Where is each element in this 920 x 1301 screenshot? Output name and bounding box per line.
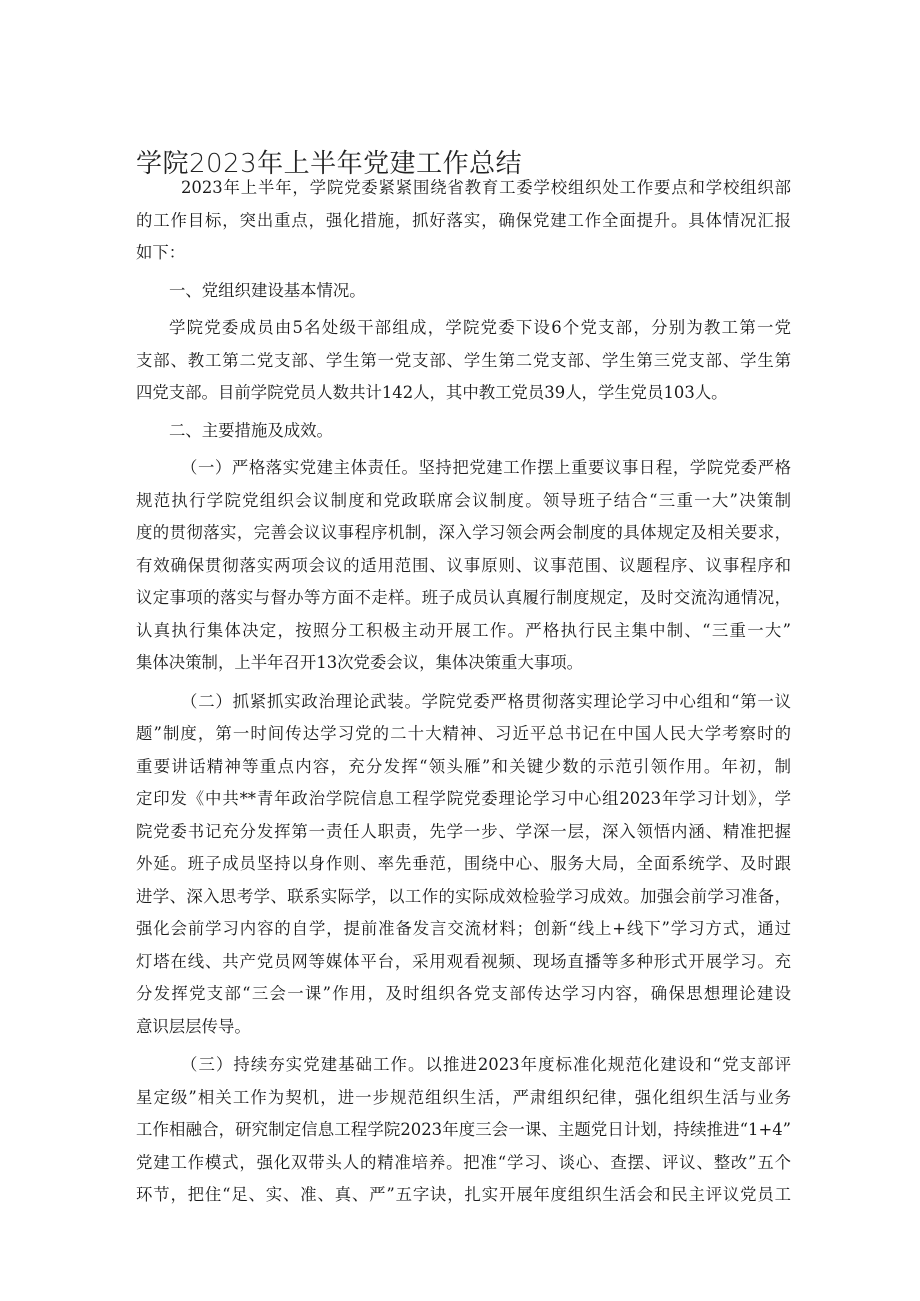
paragraph-line: 灯塔在线、共产党员网等媒体平台，采用观看视频、现场直播等多种形式开展学习。充 bbox=[136, 951, 791, 971]
paragraph-line: 认真执行集体决定，按照分工积极主动开展工作。严格执行民主集中制、“三重一大” bbox=[136, 620, 791, 640]
paragraph-line: 定印发《中共**青年政治学院信息工程学院党委理论学习中心组2023年学习计划》，学 bbox=[136, 789, 791, 808]
paragraph-line: 的工作目标，突出重点，强化措施，抓好落实，确保党建工作全面提升。具体情况汇报 bbox=[136, 210, 791, 230]
paragraph-line: 度的贯彻落实，完善会议议事程序机制，深入学习领会两会制度的具体规定及相关要求， bbox=[136, 523, 791, 542]
paragraph-line: 2023年上半年，学院党委紧紧围绕省教育工委学校组织处工作要点和学校组织部 bbox=[181, 178, 791, 197]
paragraph-line: 四党支部。目前学院党员人数共计142人，其中教工党员39人，学生党员103人。 bbox=[136, 383, 728, 402]
document-body bbox=[136, 172, 791, 1212]
paragraph-line: 集体决策制，上半年召开13次党委会议，集体决策重大事项。 bbox=[136, 653, 584, 672]
paragraph-line: 工作相融合，研究制定信息工程学院2023年度三会一课、主题党日计划，持续推进“1+4” bbox=[136, 1120, 791, 1139]
paragraph-line: 议定事项的落实与督办等方面不走样。班子成员认真履行制度规定，及时交流沟通情况， bbox=[136, 588, 791, 607]
section-heading-1 bbox=[136, 275, 791, 308]
paragraph-line: 意识层层传导。 bbox=[136, 1016, 251, 1036]
paragraph-line: 如下： bbox=[136, 243, 186, 262]
section-heading-text: 二、主要措施及成效。 bbox=[169, 420, 333, 440]
section-heading-text: 一、党组织建设基本情况。 bbox=[169, 280, 366, 300]
section-heading-2 bbox=[136, 415, 791, 448]
paragraph-org-info bbox=[136, 312, 791, 410]
paragraph-line: 分发挥党支部“三会一课”作用，及时组织各党支部传达学习内容，确保思想理论建设 bbox=[136, 984, 791, 1003]
paragraph-measure-3 bbox=[136, 1049, 791, 1212]
paragraph-line: 强化会前学习内容的自学，提前准备发言交流材料；创新“线上+线下”学习方式，通过 bbox=[136, 919, 791, 938]
paragraph-line: 支部、教工第二党支部、学生第一党支部、学生第二党支部、学生第三党支部、学生第 bbox=[136, 350, 791, 370]
document-title: 学院2023年上半年党建工作总结 bbox=[136, 149, 523, 179]
paragraph-line: （二）抓紧抓实政治理论武装。学院党委严格贯彻落实理论学习中心组和“第一议 bbox=[181, 691, 791, 711]
paragraph-line: 题”制度，第一时间传达学习党的二十大精神、习近平总书记在中国人民大学考察时的 bbox=[136, 724, 791, 743]
paragraph-line: 学院党委成员由5名处级干部组成，学院党委下设6个党支部，分别为教工第一党 bbox=[169, 318, 791, 337]
paragraph-line: 重要讲话精神等重点内容，充分发挥“领头雁”和关键少数的示范引领作用。年初，制 bbox=[136, 756, 791, 776]
paragraph-line: 党建工作模式，强化双带头人的精准培养。把准“学习、谈心、查摆、评议、整改”五个 bbox=[136, 1152, 791, 1172]
paragraph-line: （三）持续夯实党建基础工作。以推进2023年度标准化规范化建设和“党支部评 bbox=[181, 1055, 791, 1074]
paragraph-line: 有效确保贯彻落实两项会议的适用范围、议事原则、议事范围、议题程序、议事程序和 bbox=[136, 555, 791, 575]
paragraph-line: 星定级”相关工作为契机，进一步规范组织生活，严肃组织纪律，强化组织生活与业务 bbox=[136, 1087, 791, 1107]
paragraph-line: 外延。班子成员坚持以身作则、率先垂范，围绕中心、服务大局，全面系统学、及时跟 bbox=[136, 854, 791, 873]
paragraph-line: （一）严格落实党建主体责任。坚持把党建工作摆上重要议事日程，学院党委严格 bbox=[181, 458, 791, 477]
paragraph-measure-2 bbox=[136, 686, 791, 1044]
paragraph-measure-1 bbox=[136, 452, 791, 680]
paragraph-line: 进学、深入思考学、联系实际学，以工作的实际成效检验学习成效。加强会前学习准备， bbox=[136, 886, 791, 906]
paragraph-intro bbox=[136, 172, 791, 270]
paragraph-line: 规范执行学院党组织会议制度和党政联席会议制度。领导班子结合“三重一大”决策制 bbox=[136, 490, 791, 510]
paragraph-line: 环节，把住“足、实、准、真、严”五字诀，扎实开展年度组织生活会和民主评议党员工 bbox=[136, 1185, 791, 1204]
paragraph-line: 院党委书记充分发挥第一责任人职责，先学一步、学深一层，深入领悟内涵、精准把握 bbox=[136, 821, 791, 841]
